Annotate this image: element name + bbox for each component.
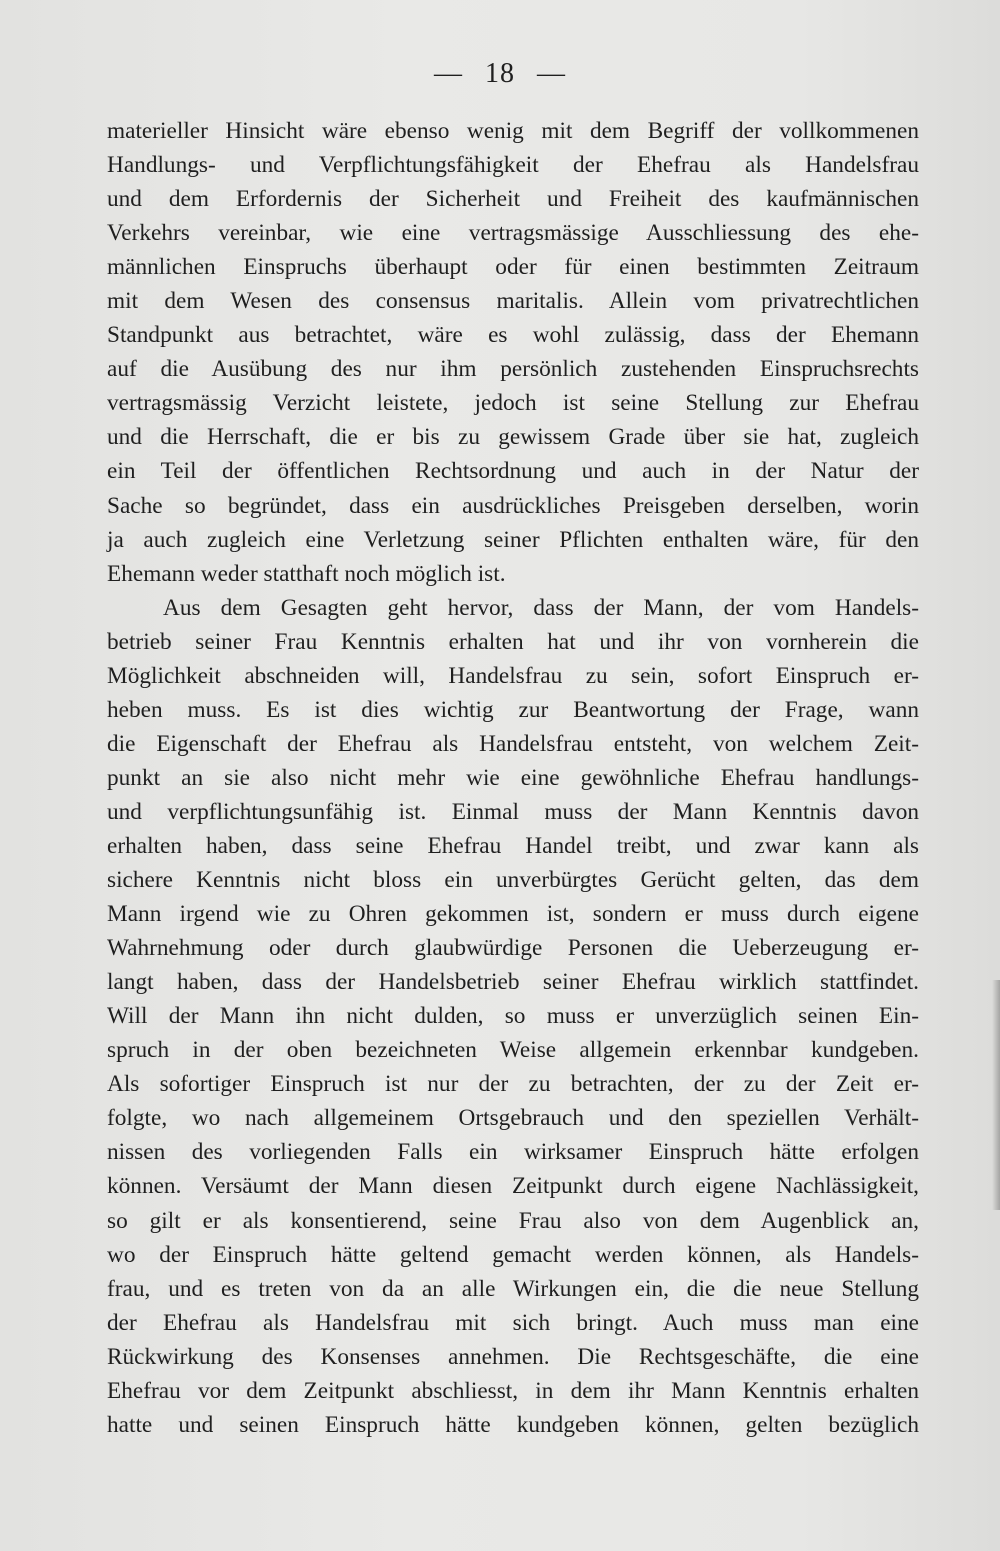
text-line: so gilt er als konsentierend, seine Frau also von dem Augenblick an, — [107, 1207, 919, 1234]
text-line: Handlungs- und Verpflichtungsfähigkeit der Ehefrau als Handelsfrau — [107, 152, 919, 179]
text-line: können. Versäumt der Mann diesen Zeitpunkt durch eigene Nachlässigkeit, — [107, 1173, 919, 1200]
text-line: auf die Ausübung des nur ihm persönlich zustehenden Einspruchsrechts — [107, 356, 919, 383]
text-line: und verpflichtungsunfähig ist. Einmal muss der Mann Kenntnis davon — [107, 798, 919, 825]
text-line: wo der Einspruch hätte geltend gemacht werden können, als Handels- — [107, 1241, 919, 1268]
text-line: Sache so begründet, dass ein ausdrückliches Preisgeben derselben, worin — [107, 492, 919, 519]
text-line: punkt an sie also nicht mehr wie eine gewöhnliche Ehefrau handlungs- — [107, 764, 919, 791]
text-line: männlichen Einspruchs überhaupt oder für einen bestimmten Zeitraum — [107, 254, 919, 281]
text-line: hatte und seinen Einspruch hätte kundgeben können, gelten bezüglich — [107, 1411, 919, 1438]
text-line: vertragsmässig Verzicht leistete, jedoch ist seine Stellung zur Ehefrau — [107, 390, 919, 417]
text-line: Rückwirkung des Konsenses annehmen. Die Rechtsgeschäfte, die eine — [107, 1343, 919, 1370]
text-line: und die Herrschaft, die er bis zu gewissem Grade über sie hat, zugleich — [107, 424, 919, 451]
text-line: erhalten haben, dass seine Ehefrau Handel treibt, und zwar kann als — [107, 832, 919, 859]
page-number-value: 18 — [485, 58, 515, 89]
text-line: frau, und es treten von da an alle Wirkungen ein, die die neue Stellung — [107, 1275, 919, 1302]
text-line: mit dem Wesen des consensus maritalis. Allein vom privatrechtlichen — [107, 288, 919, 315]
text-line: Ehefrau vor dem Zeitpunkt abschliesst, in dem ihr Mann Kenntnis erhalten — [107, 1377, 919, 1404]
page-number-dash-right: — — [537, 58, 566, 89]
text-line: folgte, wo nach allgemeinem Ortsgebrauch und den speziellen Verhält- — [107, 1105, 919, 1132]
page-number-dash-left: — — [434, 58, 463, 89]
text-line: materieller Hinsicht wäre ebenso wenig mit dem Begriff der vollkommenen — [107, 118, 919, 144]
paragraph — [107, 114, 919, 591]
text-line: ja auch zugleich eine Verletzung seiner Pflichten enthalten wäre, für den — [107, 526, 919, 553]
page-edge-shadow — [992, 980, 1000, 1210]
text-line: Standpunkt aus betrachtet, wäre es wohl zulässig, dass der Ehemann — [107, 322, 919, 349]
text-line: Wahrnehmung oder durch glaubwürdige Personen die Ueberzeugung er- — [107, 935, 919, 962]
page-number — [0, 58, 1000, 90]
text-line: und dem Erfordernis der Sicherheit und Freiheit des kaufmännischen — [107, 186, 919, 213]
text-line: Will der Mann ihn nicht dulden, so muss er unverzüglich seinen Ein- — [107, 1003, 919, 1030]
text-line: Als sofortiger Einspruch ist nur der zu betrachten, der zu der Zeit er- — [107, 1071, 919, 1098]
text-line: der Ehefrau als Handelsfrau mit sich bringt. Auch muss man eine — [107, 1309, 919, 1336]
text-line: spruch in der oben bezeichneten Weise allgemein erkennbar kundgeben. — [107, 1037, 919, 1064]
text-line: Verkehrs vereinbar, wie eine vertragsmässige Ausschliessung des ehe- — [107, 220, 919, 247]
paragraph — [107, 591, 919, 1442]
body-text — [107, 114, 919, 1442]
text-line: sichere Kenntnis nicht bloss ein unverbürgtes Gerücht gelten, das dem — [107, 867, 919, 894]
text-line: langt haben, dass der Handelsbetrieb seiner Ehefrau wirklich stattfindet. — [107, 969, 919, 996]
text-line: nissen des vorliegenden Falls ein wirksamer Einspruch hätte erfolgen — [107, 1139, 919, 1166]
text-line: Möglichkeit abschneiden will, Handelsfrau zu sein, sofort Einspruch er- — [107, 662, 919, 689]
text-line: Ehemann weder statthaft noch möglich ist. — [107, 560, 506, 587]
text-line: Mann irgend wie zu Ohren gekommen ist, sondern er muss durch eigene — [107, 901, 919, 928]
text-line: die Eigenschaft der Ehefrau als Handelsfrau entsteht, von welchem Zeit- — [107, 730, 919, 757]
text-line: betrieb seiner Frau Kenntnis erhalten hat und ihr von vornherein die — [107, 628, 919, 655]
text-line: Aus dem Gesagten geht hervor, dass der Mann, der vom Handels- — [163, 594, 919, 621]
text-line: heben muss. Es ist dies wichtig zur Beantwortung der Frage, wann — [107, 696, 919, 723]
text-line: ein Teil der öffentlichen Rechtsordnung und auch in der Natur der — [107, 458, 919, 485]
